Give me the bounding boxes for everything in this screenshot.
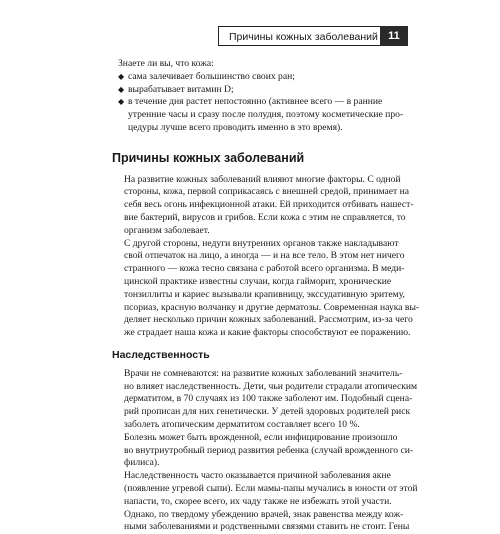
text-line: Болезнь может быть врожденной, если инфицирование произошло (112, 432, 396, 445)
diamond-bullet-icon: ◆ (118, 71, 124, 84)
text-line: дерматитом, в 70 случаях из 100 также заболеют им. Подобный сцена- (112, 393, 396, 406)
text-line: странного — кожа тесно связана с работой всего организма. В меди- (112, 263, 396, 276)
text-line: филиса). (112, 457, 396, 470)
text-line: организм заболевает. (112, 225, 396, 238)
diamond-bullet-icon: ◆ (118, 84, 124, 97)
text-line: Наследственность часто оказывается причиной заболевания акне (112, 470, 396, 483)
text-line: Врачи не сомневаются: на развитие кожных заболеваний значитель- (112, 368, 396, 381)
subsection-body (112, 368, 396, 534)
text-line: (появление угревой сыпи). Если мамы-папы мучались в юности от этой (112, 483, 396, 496)
text-line: свой отпечаток на лицо, а иногда — и на все тело. В этом нет ничего (112, 250, 396, 263)
running-header (218, 26, 380, 46)
text-line: вие бактерий, вирусов и грибов. Если кожа с этим не справляется, то (112, 212, 396, 225)
page-number: 11 (380, 26, 408, 46)
diamond-bullet-icon: ◆ (118, 96, 124, 109)
text-line: псориаз, красную волчанку и другие дерматозы. Современная наука вы- (112, 302, 396, 315)
text-line: в течение дня растет непостоянно (активнее всего — в ранние (128, 96, 396, 109)
text-line: же страдает наша кожа и какие факторы способствуют ее поражению. (112, 327, 396, 340)
text-line: цинской практике известны случаи, когда гайморит, хронические (112, 276, 396, 289)
paragraph (112, 509, 396, 534)
section-body (112, 174, 396, 340)
text-line: утренние часы и сразу после полудня, поэтому косметические про- (128, 109, 396, 122)
text-line: С другой стороны, недуги внутренних органов также накладывают (112, 238, 396, 251)
text-line: стороны, кожа, первой соприкасаясь с внешней средой, принимает на (112, 186, 396, 199)
page-body (112, 58, 396, 534)
running-title: Причины кожных заболеваний (229, 31, 378, 43)
paragraph (112, 238, 396, 340)
intro-text: Знаете ли вы, что кожа: (118, 58, 396, 71)
list-item (118, 71, 396, 84)
text-line: но влияет наследственность. Дети, чьи родители страдали атопическим (112, 381, 396, 394)
text-line: тонзиллиты и кариес вызывали крапивницу, экссудативную эритему, (112, 289, 396, 302)
subsection-title: Наследственность (112, 349, 396, 362)
text-line: заболеть атопическим дерматитом составляет всего 10 %. (112, 419, 396, 432)
text-line: во внутриутробный период развития ребенка (случай врожденного си- (112, 445, 396, 458)
text-line: цедуры лучше всего проводить именно в это время). (128, 122, 396, 135)
list-item (118, 96, 396, 134)
text-line: сама залечивает большинство своих ран; (128, 71, 396, 84)
text-line: рий прописан для них генетически. У детей здоровых родителей риск (112, 406, 396, 419)
paragraph (112, 174, 396, 238)
paragraph (112, 368, 396, 432)
text-line: Однако, по твердому убеждению врачей, знак равенства между кож- (112, 509, 396, 522)
text-line: вырабатывает витамин D; (128, 84, 396, 97)
list-item (118, 84, 396, 97)
text-line: деляет несколько причин кожных заболеваний. Рассмотрим, из-за чего (112, 314, 396, 327)
section-title: Причины кожных заболеваний (112, 152, 396, 165)
text-line: напасти, то, скорее всего, их чаду также не избежать этой участи. (112, 496, 396, 509)
text-line: На развитие кожных заболеваний влияют многие факторы. С одной (112, 174, 396, 187)
text-line: ными заболеваниями и родственными связями ставить не стоит. Гены (112, 521, 396, 534)
fact-list (112, 71, 396, 135)
paragraph (112, 432, 396, 470)
text-line: себя весь огонь инфекционной атаки. Ей приходится отбивать нашест- (112, 199, 396, 212)
paragraph (112, 470, 396, 508)
